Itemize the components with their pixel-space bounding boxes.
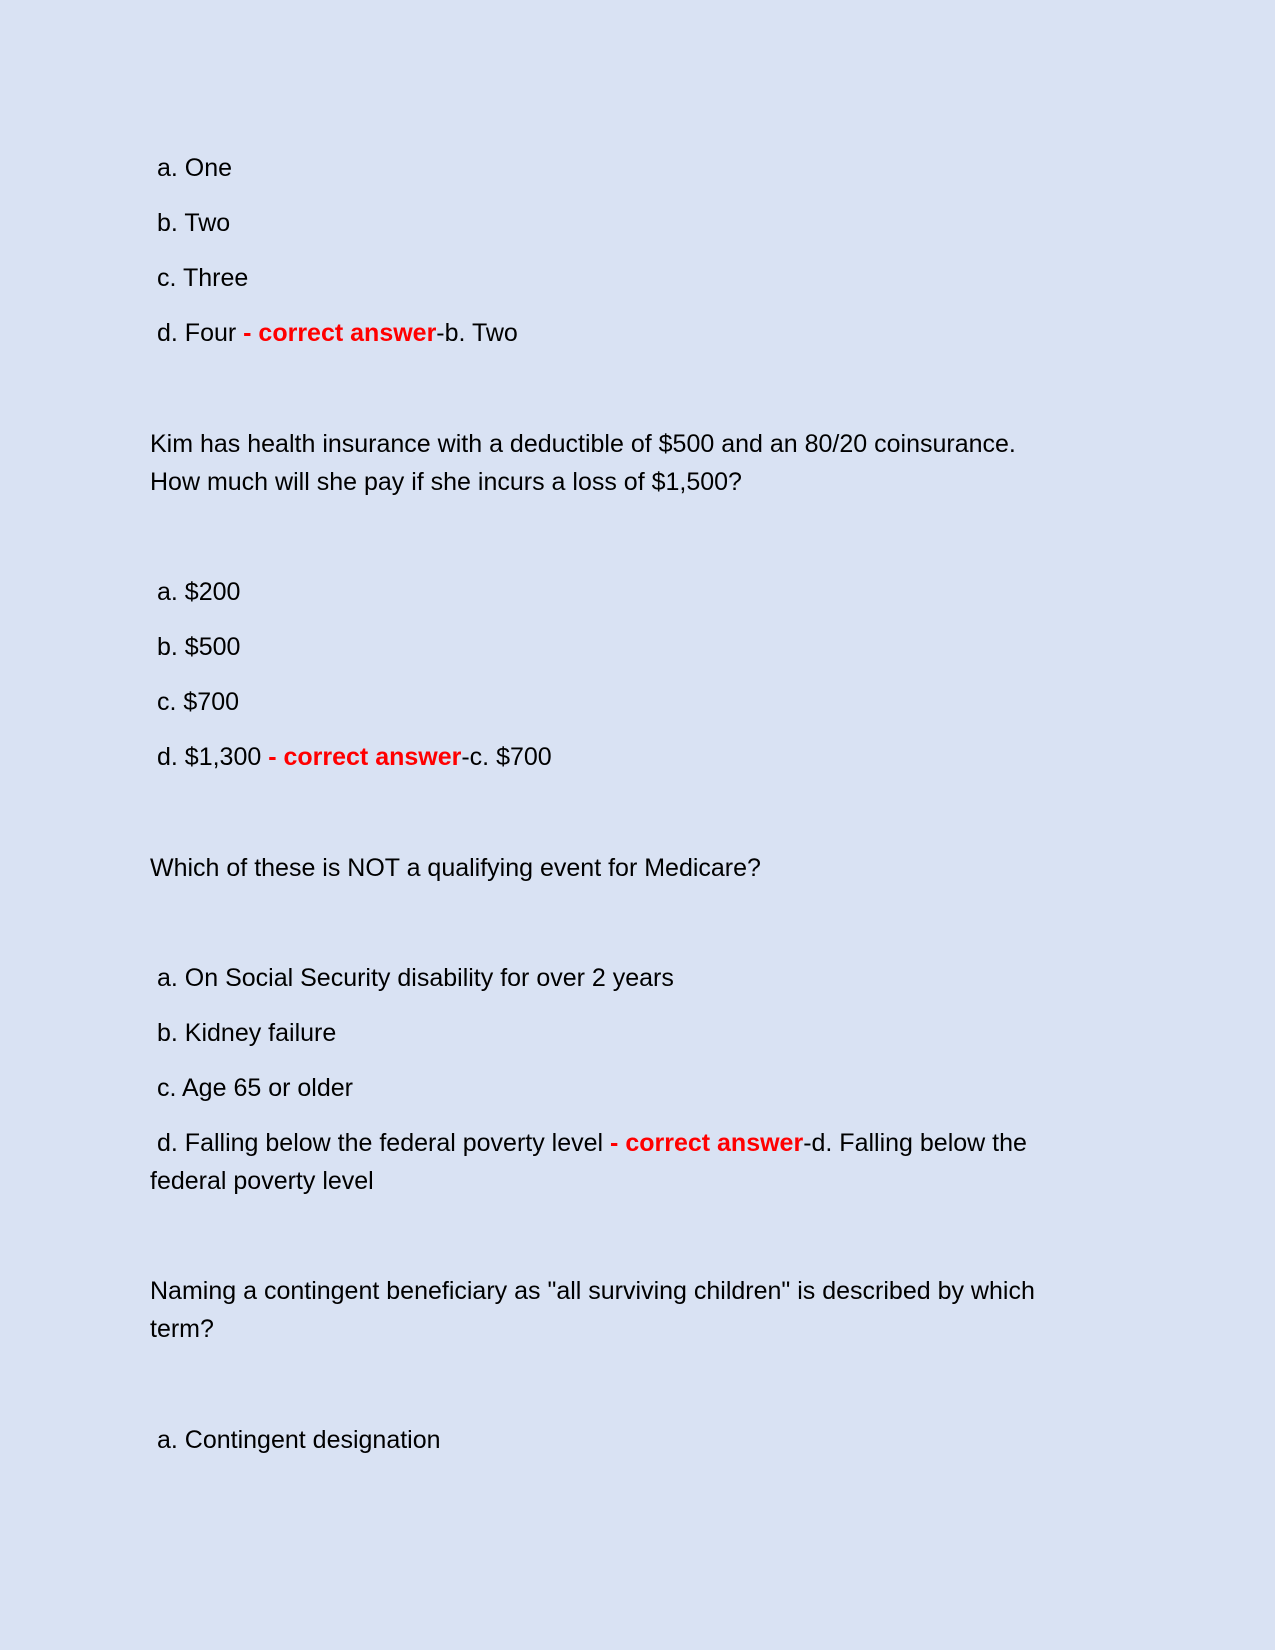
question-text-line: Which of these is NOT a qualifying event for Medicare? — [150, 854, 761, 882]
correct-answer-text: -d. Falling below the — [803, 1129, 1027, 1157]
option-d: d. Four — [157, 319, 237, 347]
option-a: a. Contingent designation — [157, 1426, 441, 1454]
option-c: c. Three — [157, 264, 249, 292]
question-text-line: Kim has health insurance with a deductible of $500 and an 80/20 coinsurance. — [150, 430, 1016, 458]
option-a: a. On Social Security disability for over 2 years — [157, 964, 674, 992]
option-a: a. One — [157, 154, 233, 182]
option-b: b. Two — [157, 209, 231, 237]
correct-answer-text: -b. Two — [436, 319, 518, 347]
option-d: d. Falling below the federal poverty level — [157, 1129, 604, 1157]
option-b: b. Kidney failure — [157, 1019, 337, 1047]
correct-answer-text-continued: federal poverty level — [150, 1167, 374, 1195]
option-d: d. $1,300 — [157, 743, 262, 771]
correct-answer-text: -c. $700 — [461, 743, 552, 771]
question-text-line: How much will she pay if she incurs a loss of $1,500? — [150, 468, 742, 496]
option-d-with-answer — [157, 738, 552, 776]
correct-answer-marker: - correct answer — [243, 319, 437, 347]
option-b: b. $500 — [157, 633, 241, 661]
option-c: c. Age 65 or older — [157, 1074, 353, 1102]
option-a: a. $200 — [157, 578, 241, 606]
option-c: c. $700 — [157, 688, 240, 716]
correct-answer-marker: - correct answer — [610, 1129, 804, 1157]
question-text-line: term? — [150, 1315, 214, 1343]
option-d-with-answer — [157, 1124, 1027, 1162]
correct-answer-marker: - correct answer — [268, 743, 462, 771]
question-text-line: Naming a contingent beneficiary as "all surviving children" is described by which — [150, 1277, 1035, 1305]
option-d-with-answer — [157, 314, 518, 352]
